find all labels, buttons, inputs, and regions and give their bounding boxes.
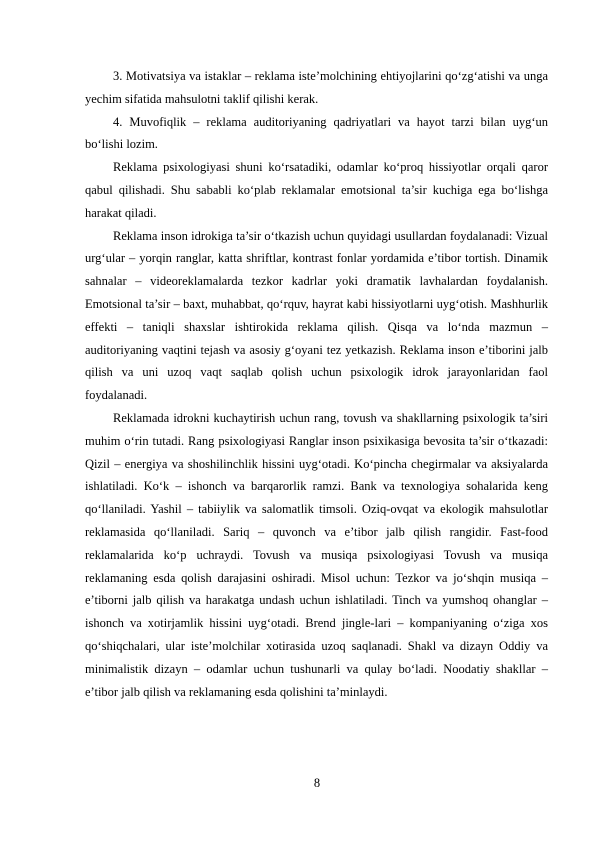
paragraph-color-sound-shape: Reklamada idrokni kuchaytirish uchun rang, tovush va shakllarning psixologik ta’siri muhim o‘rin tutadi. Rang psixologiyasi Ranglar inson psixikasiga bevosita ta’sir o‘tkazadi: Qizil – energiya va shoshilinchlik hissini uyg‘otadi. Ko‘pincha chegirmalar va aksiyalarda ishlatiladi. Ko‘k – ishonch va barqarorlik ramzi. Bank va texnologiya sohalarida keng qo‘llaniladi. Yashil – tabiiylik va salomatlik timsoli. Oziq-ovqat va ekologik mahsulotlar reklamasida qo‘llaniladi. Sariq – quvonch va e’tibor jalb qilish rangidir. Fast-food reklamalarida ko‘p uchraydi. Tovush va musiqa psixologiyasi Tovush va musiqa reklamaning esda qolish darajasini oshiradi. Misol uchun: Tezkor va jo‘shqin musiqa – e’tiborni jalb qilish va harakatga undash uchun ishlatiladi. Tinch va yumshoq ohanglar – ishonch va xotirjamlik hissini uyg‘otadi. Brend jingle-lari – kompaniyaning o‘ziga xos qo‘shiqchalari, ular iste’molchilar xotirasida uzoq saqlanadi. Shakl va dizayn Oddiy va minimalistik dizayn – odamlar uchun tushunarli va qulay bo‘ladi. Noodatiy shakllar – e’tibor jalb qilish va reklamaning esda qolishini ta’minlaydi. xyxy=(85,410,548,699)
paragraph-motivation: 3. Motivatsiya va istaklar – reklama iste’molchining ehtiyojlarini qo‘zg‘atishi va unga yechim sifatida mahsulotni taklif qilishi kerak. xyxy=(85,69,548,106)
paragraph-perception-methods: Reklama inson idrokiga ta’sir o‘tkazish uchun quyidagi usullardan foydalanadi: Vizual urg‘ular – yorqin ranglar, katta shriftlar, kontrast fonlar yordamida e’tibor tortish. Dinamik sahnalar – videoreklamalarda tezkor kadrlar yoki dramatik lavhalardan foydalanish. Emotsional ta’sir – baxt, muhabbat, qo‘rquv, hayrat kabi hissiyotlarni uyg‘otish. Mashhurlik effekti – taniqli shaxslar ishtirokida reklama qilish. Qisqa va lo‘nda mazmun – auditoriyaning vaqtini tejash va asosiy g‘oyani tez yetkazish. Reklama inson e’tiborini jalb qilish va uni uzoq vaqt saqlab qolish uchun psixologik idrok jarayonlaridan faol foydalanadi. xyxy=(85,228,548,403)
paragraph-compatibility: 4. Muvofiqlik – reklama auditoriyaning qadriyatlari va hayot tarzi bilan uyg‘un bo‘lishi lozim. xyxy=(85,114,548,152)
paragraph-psychology: Reklama psixologiyasi shuni ko‘rsatadiki, odamlar ko‘proq hissiyotlar orqali qaror qabul qilishadi. Shu sababli ko‘plab reklamalar emotsional ta’sir kuchiga ega bo‘lishga harakat qiladi. xyxy=(85,160,548,220)
page-number: 8 xyxy=(313,776,321,790)
